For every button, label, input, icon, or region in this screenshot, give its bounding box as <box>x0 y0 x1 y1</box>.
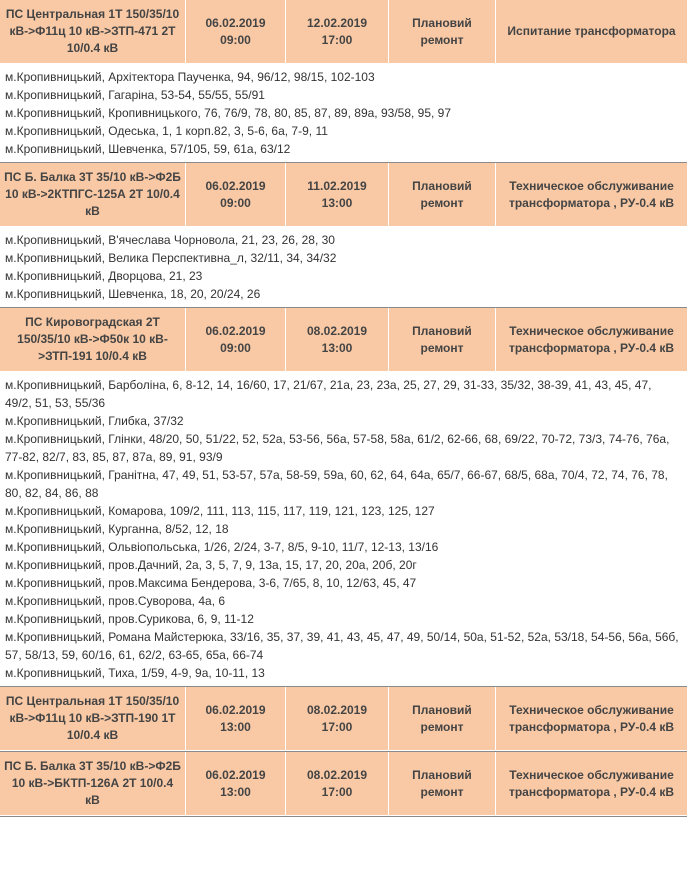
address-line: м.Кропивницький, Кропивницького, 76, 76/9, 78, 80, 85, 87, 89, 89а, 93/58, 95, 97 <box>5 106 452 120</box>
address-line: м.Кропивницький, В'ячеслава Чорновола, 21, 23, 26, 28, 30 <box>5 233 335 247</box>
start-cell <box>186 752 286 815</box>
end-cell <box>286 687 389 750</box>
start-time: 09:00 <box>220 195 251 210</box>
end-time: 17:00 <box>321 32 353 47</box>
outage-header-row <box>0 0 687 64</box>
substation-cell: ПС Центральная 1Т 150/35/10 кВ->Ф11ц 10 кВ->ЗТП-190 1Т 10/0.4 кВ <box>0 687 186 750</box>
address-line: м.Кропивницький, пров.Суворова, 4а, 6 <box>5 594 226 608</box>
address-line: м.Кропивницький, пров.Максима Бендерова, 3-6, 7/65, 8, 10, 12/63, 45, 47 <box>5 576 417 590</box>
address-list <box>0 372 687 686</box>
address-line: м.Кропивницький, Гагаріна, 53-54, 55/55, 55/91 <box>5 88 265 102</box>
start-date: 06.02.2019 <box>205 767 266 782</box>
outage-record <box>0 163 687 308</box>
outage-record <box>0 308 687 687</box>
end-date: 12.02.2019 <box>306 15 368 30</box>
address-line: м.Кропивницький, Одеська, 1, 1 корп.82, 3, 5-6, 6а, 7-9, 11 <box>5 124 328 138</box>
substation-cell: ПС Б. Балка 3Т 35/10 кВ->Ф2Б 10 кВ->БКТП-126А 2Т 10/0.4 кВ <box>0 752 186 815</box>
substation-cell: ПС Б. Балка 3Т 35/10 кВ->Ф2Б 10 кВ->2КТПГС-125А 2Т 10/0.4 кВ <box>0 163 186 226</box>
start-date: 06.02.2019 <box>205 323 266 338</box>
address-line: м.Кропивницький, Шевченка, 57/105, 59, 61а, 63/12 <box>5 142 291 156</box>
substation-cell: ПС Кировоградская 2Т 150/35/10 кВ->Ф50к 10 кВ->ЗТП-191 10/0.4 кВ <box>0 308 186 371</box>
work-description-cell: Техническое обслуживание трансформатора , РУ-0.4 кВ <box>508 767 675 799</box>
end-date: 08.02.2019 <box>306 702 368 717</box>
address-line: м.Кропивницький, пров.Дачний, 2а, 3, 5, 7, 9, 13а, 15, 17, 20, 20а, 20б, 20г <box>5 558 417 572</box>
end-date: 08.02.2019 <box>306 767 368 782</box>
outage-type-cell: Плановий ремонт <box>389 687 496 750</box>
outage-type-cell: Плановий ремонт <box>389 752 496 815</box>
outage-record <box>0 0 687 163</box>
start-time: 13:00 <box>220 784 251 799</box>
end-date: 11.02.2019 <box>307 178 367 193</box>
work-description-cell: Техническое обслуживание трансформатора , РУ-0.4 кВ <box>508 178 675 210</box>
start-time: 09:00 <box>220 340 251 355</box>
outage-header-row <box>0 163 687 227</box>
end-time: 13:00 <box>321 340 353 355</box>
start-date: 06.02.2019 <box>205 702 266 717</box>
address-line: м.Кропивницький, Велика Перспективна_л, 32/11, 34, 34/32 <box>5 251 337 265</box>
outage-type-cell: Плановий ремонт <box>389 0 496 63</box>
end-cell <box>286 163 389 226</box>
address-list <box>0 227 687 307</box>
end-time: 17:00 <box>321 784 353 799</box>
address-line: м.Кропивницький, Гранітна, 47, 49, 51, 53-57, 57а, 58-59, 59а, 60, 62, 64, 64а, 65/7, 66-67, 68/5, 68а, 70/4, 72, 74, 76, 78, 80, 82, 84, 86, 88 <box>5 468 668 500</box>
work-description-cell: Техническое обслуживание трансформатора , РУ-0.4 кВ <box>508 702 675 734</box>
start-cell <box>186 0 286 63</box>
start-cell <box>186 163 286 226</box>
address-line: м.Кропивницький, Романа Майстерюка, 33/16, 35, 37, 39, 41, 43, 45, 47, 49, 50/14, 50а, 51-52, 52а, 53/18, 54-56, 56а, 56б, 57, 58/13, 59, 60/16, 61, 62/2, 63-65, 65а, 66-74 <box>5 630 679 662</box>
outage-type-cell: Плановий ремонт <box>389 308 496 371</box>
address-line: м.Кропивницький, Барболіна, 6, 8-12, 14, 16/60, 17, 21/67, 21а, 23, 23а, 25, 27, 29, 31-33, 35/32, 38-39, 41, 43, 45, 47, 49/2, 51, 53, 55/36 <box>5 378 652 410</box>
address-line: м.Кропивницький, Шевченка, 18, 20, 20/24, 26 <box>5 287 261 301</box>
address-line: м.Кропивницький, Курганна, 8/52, 12, 18 <box>5 522 229 536</box>
substation-cell: ПС Центральная 1Т 150/35/10 кВ->Ф11ц 10 кВ->ЗТП-471 2Т 10/0.4 кВ <box>0 0 186 63</box>
outage-record <box>0 752 687 817</box>
outage-record <box>0 687 687 752</box>
work-description-cell: Испитание трансформатора <box>507 24 676 38</box>
address-line: м.Кропивницький, Глибка, 37/32 <box>5 414 184 428</box>
address-line: м.Кропивницький, пров.Сурикова, 6, 9, 11-12 <box>5 612 254 626</box>
work-description-cell: Техническое обслуживание трансформатора , РУ-0.4 кВ <box>508 323 675 355</box>
address-line: м.Кропивницький, Архітектора Паученка, 94, 96/12, 98/15, 102-103 <box>5 70 375 84</box>
end-time: 13:00 <box>321 195 353 210</box>
address-line: м.Кропивницький, Комарова, 109/2, 111, 113, 115, 117, 119, 121, 123, 125, 127 <box>5 504 435 518</box>
outage-type-cell: Плановий ремонт <box>389 163 496 226</box>
end-cell <box>286 308 389 371</box>
address-line: м.Кропивницький, Дворцова, 21, 23 <box>5 269 203 283</box>
outage-header-row <box>0 308 687 372</box>
end-time: 17:00 <box>321 719 353 734</box>
address-line: м.Кропивницький, Тиха, 1/59, 4-9, 9а, 10-11, 13 <box>5 666 265 680</box>
start-time: 13:00 <box>220 719 251 734</box>
end-cell <box>286 0 389 63</box>
start-cell <box>186 308 286 371</box>
outage-header-row <box>0 687 687 751</box>
outage-header-row <box>0 752 687 816</box>
start-cell <box>186 687 286 750</box>
end-cell <box>286 752 389 815</box>
start-time: 09:00 <box>220 32 251 47</box>
end-date: 08.02.2019 <box>306 323 368 338</box>
start-date: 06.02.2019 <box>205 178 266 193</box>
start-date: 06.02.2019 <box>205 15 266 30</box>
address-line: м.Кропивницький, Глінки, 48/20, 50, 51/22, 52, 52а, 53-56, 56а, 57-58, 58а, 61/2, 62-66, 68, 69/22, 70-72, 73/3, 74-76, 76а, 77-82, 82/7, 83, 85, 87, 87а, 89, 91, 93/9 <box>5 432 670 464</box>
address-list <box>0 64 687 162</box>
address-line: м.Кропивницький, Ольвіопольська, 1/26, 2/24, 3-7, 8/5, 9-10, 11/7, 12-13, 13/16 <box>5 540 439 554</box>
